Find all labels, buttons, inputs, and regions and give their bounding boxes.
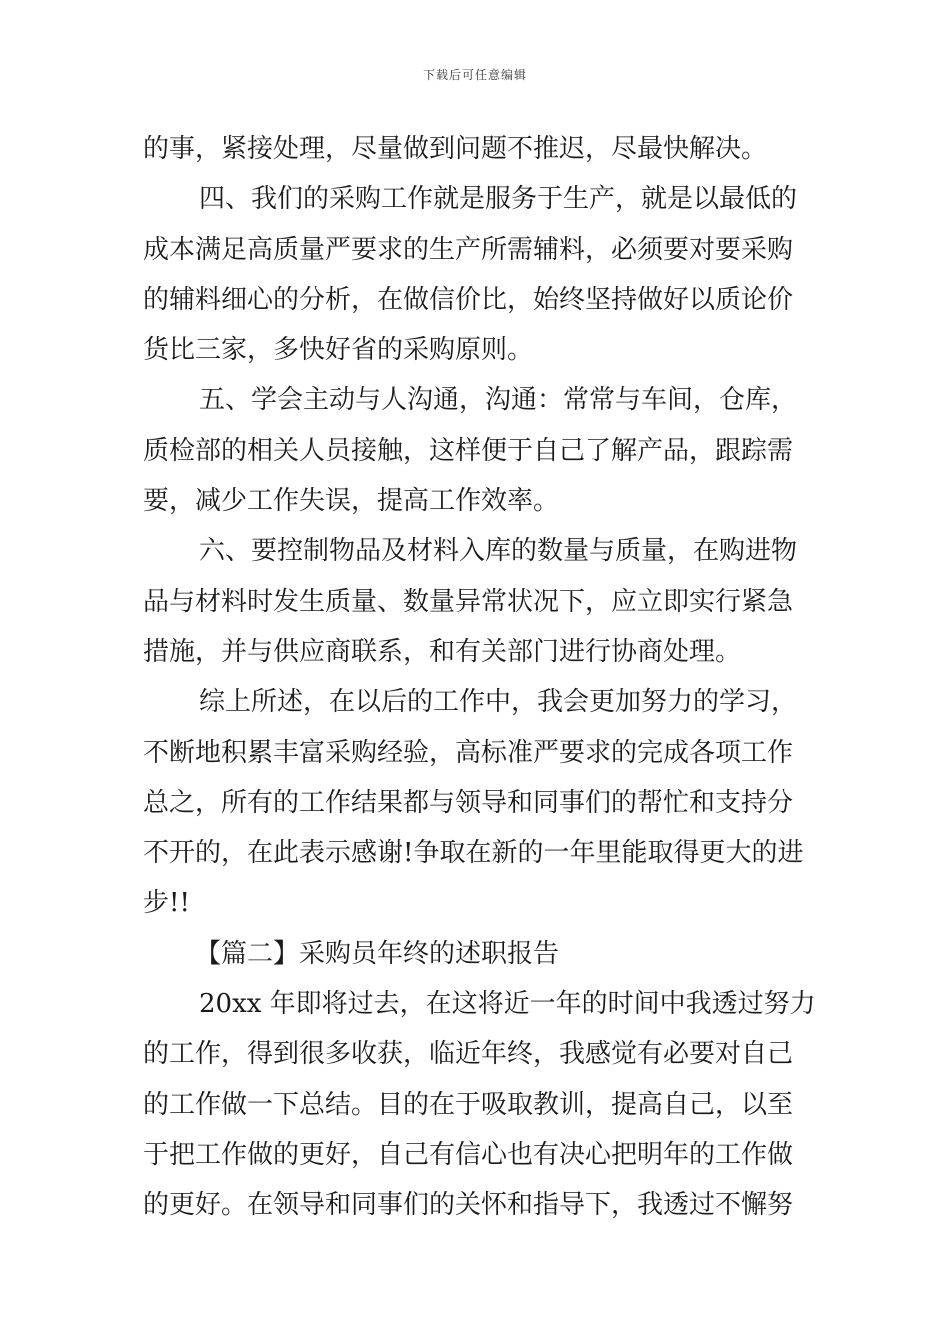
text-line: 货比三家，多快好省的采购原则。 bbox=[143, 335, 534, 366]
text-line: 不断地积累丰富采购经验，高标准严要求的完成各项工作 bbox=[143, 737, 794, 768]
section-heading: 【篇二】采购员年终的述职报告 bbox=[195, 938, 560, 969]
text-line: 质检部的相关人员接触，这样便于自己了解产品，跟踪需 bbox=[143, 435, 794, 466]
text-line: 的事，紧接处理，尽量做到问题不推迟，尽最快解决。 bbox=[143, 134, 768, 164]
page-header-note: 下载后可任意编辑 bbox=[422, 68, 527, 82]
text-line: 品与材料时发生质量、数量异常状况下，应立即实行紧急 bbox=[143, 586, 794, 617]
paragraph-start-line: 六、要控制物品及材料入库的数量与质量，在购进物 bbox=[199, 536, 798, 567]
text-line: 的工作，得到很多收获，临近年终，我感觉有必要对自己 bbox=[143, 1039, 794, 1070]
text-line: 总之，所有的工作结果都与领导和同事们的帮忙和支持分 bbox=[143, 787, 794, 818]
text-line: 不开的，在此表示感谢!争取在新的一年里能取得更大的进 bbox=[143, 838, 804, 869]
text-line: 的辅料细心的分析，在做信价比，始终坚持做好以质论价 bbox=[143, 284, 794, 315]
text-line: 措施，并与供应商联系，和有关部门进行协商处理。 bbox=[143, 636, 742, 667]
paragraph-start-line: 20xx 年即将过去，在这将近一年的时间中我透过努力 bbox=[199, 989, 816, 1020]
document-body bbox=[143, 124, 815, 1231]
text-line: 于把工作做的更好，自己有信心也有决心把明年的工作做 bbox=[143, 1139, 794, 1170]
text-line: 成本满足高质量严要求的生产所需辅料，必须要对要采购 bbox=[143, 234, 794, 265]
text-line: 的更好。在领导和同事们的关怀和指导下，我透过不懈努 bbox=[143, 1190, 794, 1221]
paragraph-start-line: 四、我们的采购工作就是服务于生产，就是以最低的 bbox=[199, 184, 798, 215]
text-line: 步!! bbox=[143, 888, 190, 919]
text-line: 的工作做一下总结。目的在于吸取教训，提高自己，以至 bbox=[143, 1089, 794, 1120]
text-line: 要，减少工作失误，提高工作效率。 bbox=[143, 486, 560, 517]
paragraph-start-line: 综上所述，在以后的工作中，我会更加努力的学习， bbox=[199, 687, 798, 718]
paragraph-start-line: 五、学会主动与人沟通，沟通：常常与车间，仓库， bbox=[199, 385, 798, 416]
